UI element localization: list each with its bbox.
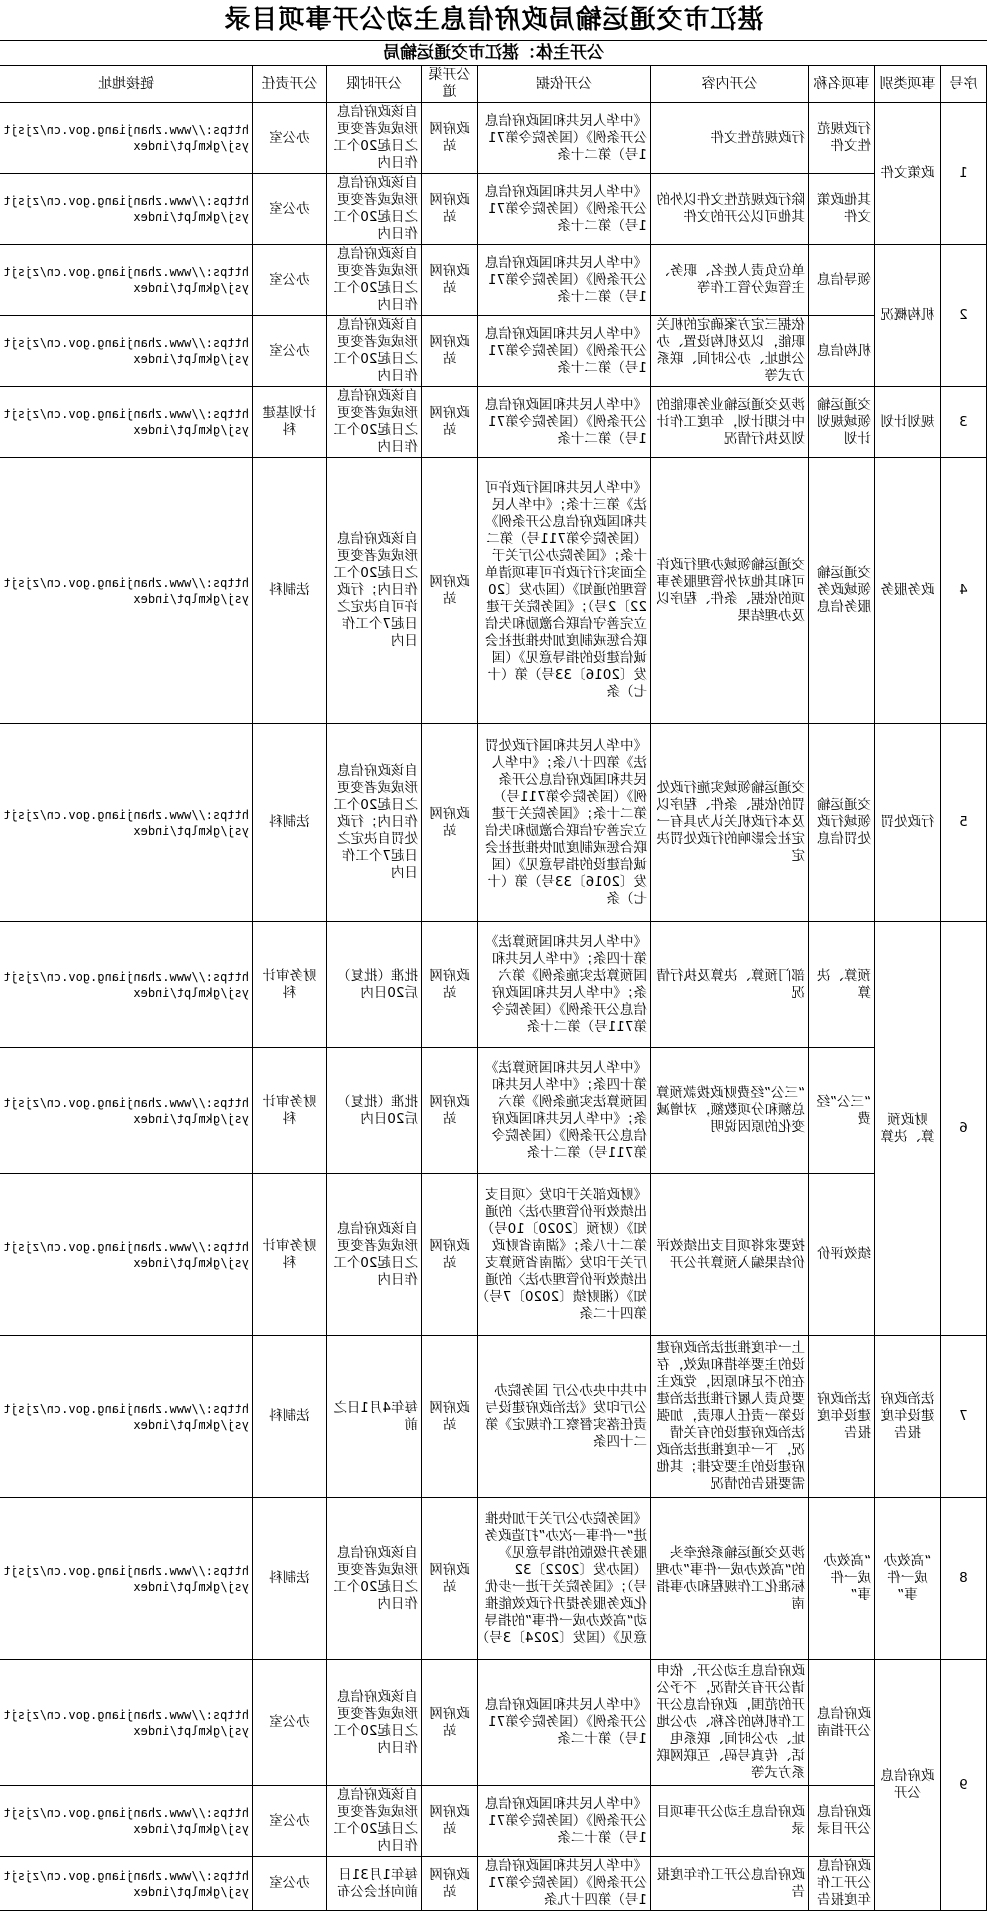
row-item: 交通运输领域政务服务信息 (809, 458, 875, 724)
row-link[interactable]: https://www.zhanjiang.gov.cn/zjsjtysj/gkmlpt/index (0, 1660, 253, 1786)
row-channel: 政府网站 (422, 1660, 478, 1786)
row-basis: 《中华人民共和国预算法》第十四条；《中华人民共和国预算法实施条例》第六条；《中华人民共和国政府信息公开条例》（国务院令第711号）第二十条 (478, 922, 651, 1048)
row-responsibility: 计划基建科 (253, 387, 327, 458)
row-category: 机构概况 (875, 245, 941, 387)
row-link[interactable]: https://www.zhanjiang.gov.cn/zjsjtysj/gkmlpt/index (0, 316, 253, 387)
header-category: 事项类别 (875, 66, 941, 103)
row-number: 6 (941, 922, 987, 1336)
row-basis: 中共中央办公厅 国务院办公厅印发《法治政府建设与责任落实督察工作规定》第二十四条 (478, 1336, 651, 1498)
row-timing: 自该政府信息形成或者变更之日起20个工作日内 (327, 1660, 422, 1786)
row-category: 规划计划 (875, 387, 941, 458)
table-row (0, 245, 987, 316)
row-channel: 政府网站 (422, 1048, 478, 1174)
header-basis: 公开依据 (478, 66, 651, 103)
row-content: 政府信息公开工作年度报告 (651, 1857, 809, 1911)
row-channel: 政府网站 (422, 245, 478, 316)
row-basis: 《中华人民共和国政府信息公开条例》（国务院令第711号）第十二条 (478, 1786, 651, 1857)
row-category: 政策文件 (875, 103, 941, 245)
row-content: 上一年度推进法治政府建设的主要举措和成效，存在的不足和原因，党政主要负责人履行推进法治建设第一责任人职责，加强法治政府建设的有关情况，下一年度推进法治政府建设的主要安排；其他需要报告的情况 (651, 1336, 809, 1498)
row-timing: 自该政府信息形成或者变更之日起20个工作日内 (327, 316, 422, 387)
row-channel: 政府网站 (422, 1857, 478, 1911)
row-link[interactable]: https://www.zhanjiang.gov.cn/zjsjtysj/gkmlpt/index (0, 922, 253, 1048)
row-responsibility: 法制科 (253, 724, 327, 922)
row-timing: 自该政府信息形成或者变更之日起20个工作日内；行政许可自决定之日起7个工作日内 (327, 458, 422, 724)
row-responsibility: 办公室 (253, 1857, 327, 1911)
row-channel: 政府网站 (422, 1498, 478, 1660)
table-row (0, 1336, 987, 1498)
row-timing: 批准（批复）后20日内 (327, 1048, 422, 1174)
row-content: “三公”经费财政拨款预算总额和分项数额，对增减变化的原因说明 (651, 1048, 809, 1174)
row-basis: 《中华人民共和国政府信息公开条例》（国务院令第711号）第二十条 (478, 387, 651, 458)
row-basis: 《中华人民共和国预算法》第十四条；《中华人民共和国预算法实施条例》第六条；《中华人民共和国政府信息公开条例》（国务院令第711号）第二十条 (478, 1048, 651, 1174)
row-category: “高效办成一件事” (875, 1498, 941, 1660)
publisher-subtitle: 公开主体：湛江市交通运输局 (0, 40, 987, 65)
row-content: 按要求将项目支出绩效评价结果编入预算并公开 (651, 1174, 809, 1336)
row-number: 7 (941, 1336, 987, 1498)
row-timing: 批准（批复）后20日内 (327, 922, 422, 1048)
row-timing: 自该政府信息形成或者变更之日起20个工作日内 (327, 103, 422, 174)
row-channel: 政府网站 (422, 174, 478, 245)
row-timing: 自该政府信息形成或者变更之日起20个工作日内 (327, 174, 422, 245)
table-row (0, 1174, 987, 1336)
row-link[interactable]: https://www.zhanjiang.gov.cn/zjsjtysj/gkmlpt/index (0, 1336, 253, 1498)
row-item: “高效办成一件事” (809, 1498, 875, 1660)
row-content: 单位负责人姓名、职务、主管或分管工作等 (651, 245, 809, 316)
row-timing: 自该政府信息形成或者变更之日起20个工作日内；行政处罚自决定之日起7个工作日内 (327, 724, 422, 922)
table-row (0, 1048, 987, 1174)
row-responsibility: 办公室 (253, 1660, 327, 1786)
row-content: 涉及交通运输系统牵头的“高效办成一件事”办理标准化工作规程和办事指南 (651, 1498, 809, 1660)
table-row (0, 458, 987, 724)
row-link[interactable]: https://www.zhanjiang.gov.cn/zjsjtysj/gkmlpt/index (0, 724, 253, 922)
row-basis: 《中华人民共和国行政许可法》第三十条；《中华人民共和国政府信息公开条例》（国务院令第711号）第二十条；《国务院办公厅关于全面实行行政许可事项清单管理的通知》（国办发〔2022〕2号）；《国务院关于建立完善守信联合激励和失信联合惩戒制度加快推进社会诚信建设的指导意见》（国发〔2016〕33号）第（十七）条 (478, 458, 651, 724)
row-category: 行政处罚 (875, 724, 941, 922)
row-timing: 每年1月31日前向社会公布 (327, 1857, 422, 1911)
header-no: 序号 (941, 66, 987, 103)
row-channel: 政府网站 (422, 724, 478, 922)
row-number: 2 (941, 245, 987, 387)
row-channel: 政府网站 (422, 922, 478, 1048)
row-responsibility: 财务审计科 (253, 922, 327, 1048)
header-responsibility: 公开责任 (253, 66, 327, 103)
row-basis: 《中华人民共和国政府信息公开条例》（国务院令第711号）第二十条 (478, 174, 651, 245)
row-item: 政府信息公开目录 (809, 1786, 875, 1857)
table-header-row (0, 66, 987, 103)
disclosure-table (0, 65, 987, 1911)
table-row (0, 103, 987, 174)
row-responsibility: 财务审计科 (253, 1048, 327, 1174)
row-responsibility: 办公室 (253, 245, 327, 316)
header-item: 事项名称 (809, 66, 875, 103)
table-row (0, 1660, 987, 1786)
row-link[interactable]: https://www.zhanjiang.gov.cn/zjsjtysj/gkmlpt/index (0, 1498, 253, 1660)
row-timing: 自该政府信息形成或者变更之日起20个工作日内 (327, 1498, 422, 1660)
row-channel: 政府网站 (422, 316, 478, 387)
row-link[interactable]: https://www.zhanjiang.gov.cn/zjsjtysj/gkmlpt/index (0, 103, 253, 174)
row-timing: 自该政府信息形成或者变更之日起20个工作日内 (327, 1174, 422, 1336)
row-item: 政府信息公开指南 (809, 1660, 875, 1786)
row-item: 绩效评价 (809, 1174, 875, 1336)
row-number: 9 (941, 1660, 987, 1911)
table-row (0, 174, 987, 245)
row-content: 行政规范性文件 (651, 103, 809, 174)
row-category: 财政预算、决算 (875, 922, 941, 1336)
row-channel: 政府网站 (422, 458, 478, 724)
row-content: 交通运输领域办理行政许可和其他对外管理服务事项的依据、条件、程序以及办理结果 (651, 458, 809, 724)
row-basis: 《中华人民共和国行政处罚法》第四十八条；《中华人民共和国政府信息公开条例》（国务院令第711号）第二十条；《国务院关于建立完善守信联合激励和失信联合惩戒制度加快推进社会诚信建设的指导意见》（国发〔2016〕33号）第（十七）条 (478, 724, 651, 922)
row-content: 涉及交通运输业务职能的中长期计划，年度工作计划及执行情况 (651, 387, 809, 458)
table-row (0, 1786, 987, 1857)
row-item: 政府信息公开工作年度报告 (809, 1857, 875, 1911)
row-responsibility: 法制科 (253, 458, 327, 724)
row-basis: 《国务院办公厅关于加快推进“一件事一次办”打造政务服务升级版的指导意见》（国办发〔2022〕32号）；《国务院关于进一步优化政务服务提升行政效能推动“高效办成一件事”的指导意见》（国发〔2024〕3号） (478, 1498, 651, 1660)
table-row (0, 1498, 987, 1660)
row-channel: 政府网站 (422, 1336, 478, 1498)
row-link[interactable]: https://www.zhanjiang.gov.cn/zjsjtysj/gkmlpt/index (0, 387, 253, 458)
page-title: 湛江市交通运输局政府信息主动公开事项目录 (223, 5, 764, 35)
row-item: 机构信息 (809, 316, 875, 387)
header-timing: 公开时限 (327, 66, 422, 103)
row-channel: 政府网站 (422, 387, 478, 458)
row-timing: 自该政府信息形成或者变更之日起20个工作日内 (327, 387, 422, 458)
table-row (0, 724, 987, 922)
row-basis: 《财政部关于印发〈项目支出绩效评价管理办法〉的通知》（财预〔2020〕10号）第二十八条；《湖南省财政厅关于印发〈湖南省预算支出绩效评价管理办法〉的通知》（湘财绩〔2020〕7号）第四十二条 (478, 1174, 651, 1336)
row-content: 交通运输领域实施行政处罚的依据、条件、程序以及本行政机关认为具有一定社会影响的行政处罚决定 (651, 724, 809, 922)
row-number: 8 (941, 1498, 987, 1660)
header-channel: 公开渠道 (422, 66, 478, 103)
row-content: 政府信息主动公开事项目录 (651, 1786, 809, 1857)
row-item: 交通运输领域行政处罚信息 (809, 724, 875, 922)
row-item: 领导信息 (809, 245, 875, 316)
row-responsibility: 办公室 (253, 316, 327, 387)
row-item: 其他政策文件 (809, 174, 875, 245)
row-item: 预算、决算 (809, 922, 875, 1048)
row-category: 政务服务 (875, 458, 941, 724)
table-row (0, 316, 987, 387)
row-responsibility: 办公室 (253, 103, 327, 174)
row-category: 法治政府建设年度报告 (875, 1336, 941, 1498)
row-content: 政府信息主动公开、依申请公开有关情况，不予公开的范围，政府信息公开工作机构的名称、办公地址、办公时间、联系电话、传真号码、互联网联系方式等 (651, 1660, 809, 1786)
row-number: 1 (941, 103, 987, 245)
row-basis: 《中华人民共和国政府信息公开条例》（国务院令第711号）第二十条 (478, 245, 651, 316)
row-timing: 每年4月1日之前 (327, 1336, 422, 1498)
header-link: 链接地址 (0, 66, 253, 103)
row-number: 3 (941, 387, 987, 458)
row-link[interactable]: https://www.zhanjiang.gov.cn/zjsjtysj/gkmlpt/index (0, 174, 253, 245)
row-content: 除行政规范性文件以外的其他可以公开的文件 (651, 174, 809, 245)
row-basis: 《中华人民共和国政府信息公开条例》（国务院令第711号）第二十条 (478, 103, 651, 174)
row-content: 依据三定方案确定的机关职能，以及机构设置、办公地址、办公时间、联系方式等 (651, 316, 809, 387)
row-timing: 自该政府信息形成或者变更之日起20个工作日内 (327, 245, 422, 316)
row-channel: 政府网站 (422, 103, 478, 174)
row-item: 行政规范性文件 (809, 103, 875, 174)
row-item: 交通运输领域规划计划 (809, 387, 875, 458)
row-item: “三公”经费 (809, 1048, 875, 1174)
table-row (0, 1857, 987, 1911)
row-timing: 自该政府信息形成或者变更之日起20个工作日内 (327, 1786, 422, 1857)
row-responsibility: 法制科 (253, 1498, 327, 1660)
row-link[interactable]: https://www.zhanjiang.gov.cn/zjsjtysj/gkmlpt/index (0, 458, 253, 724)
row-link[interactable]: https://www.zhanjiang.gov.cn/zjsjtysj/gkmlpt/index (0, 245, 253, 316)
row-item: 法治政府建设年度报告 (809, 1336, 875, 1498)
table-row (0, 387, 987, 458)
row-responsibility: 办公室 (253, 174, 327, 245)
row-link[interactable]: https://www.zhanjiang.gov.cn/zjsjtysj/gkmlpt/index (0, 1857, 253, 1911)
row-channel: 政府网站 (422, 1786, 478, 1857)
row-number: 5 (941, 724, 987, 922)
row-link[interactable]: https://www.zhanjiang.gov.cn/zjsjtysj/gkmlpt/index (0, 1048, 253, 1174)
row-link[interactable]: https://www.zhanjiang.gov.cn/zjsjtysj/gkmlpt/index (0, 1174, 253, 1336)
table-row (0, 922, 987, 1048)
row-basis: 《中华人民共和国政府信息公开条例》（国务院令第711号）第四十九条 (478, 1857, 651, 1911)
row-number: 4 (941, 458, 987, 724)
row-basis: 《中华人民共和国政府信息公开条例》（国务院令第711号）第二十条 (478, 316, 651, 387)
row-category: 政府信息公开 (875, 1660, 941, 1911)
row-basis: 《中华人民共和国政府信息公开条例》（国务院令第711号）第十二条 (478, 1660, 651, 1786)
header-content: 公开内容 (651, 66, 809, 103)
row-responsibility: 财务审计科 (253, 1174, 327, 1336)
row-link[interactable]: https://www.zhanjiang.gov.cn/zjsjtysj/gkmlpt/index (0, 1786, 253, 1857)
row-responsibility: 法制科 (253, 1336, 327, 1498)
row-channel: 政府网站 (422, 1174, 478, 1336)
row-responsibility: 办公室 (253, 1786, 327, 1857)
row-content: 部门预算、决算及执行情况 (651, 922, 809, 1048)
